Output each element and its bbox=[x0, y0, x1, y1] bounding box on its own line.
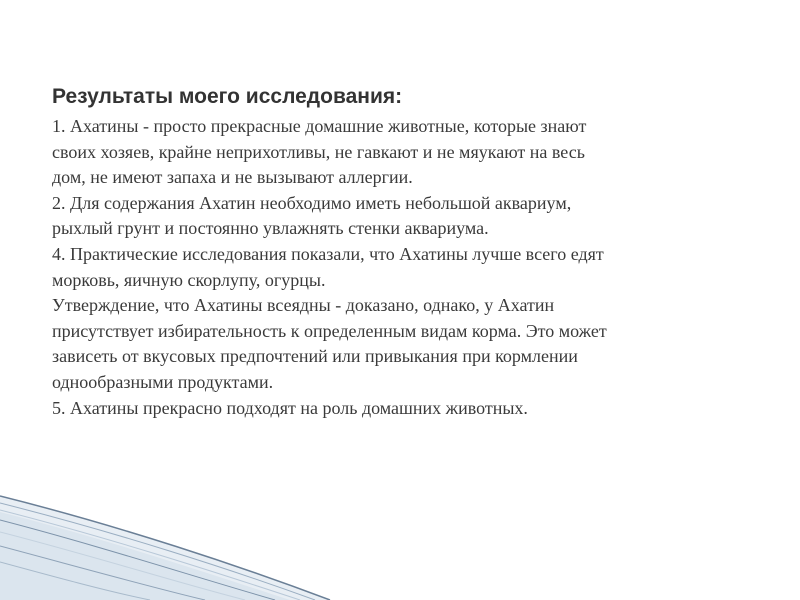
wave-stripe-1 bbox=[0, 496, 330, 600]
slide-body bbox=[52, 114, 752, 421]
slide-title: Результаты моего исследования: bbox=[52, 85, 403, 108]
wave-stripe-2 bbox=[0, 503, 315, 600]
body-line: дом, не имеют запаха и не вызывают аллергии. bbox=[52, 167, 413, 188]
wave-fill bbox=[0, 496, 330, 600]
wave-stripe-4 bbox=[0, 520, 275, 600]
body-line: зависеть от вкусовых предпочтений или привыкания при кормлении bbox=[52, 346, 578, 367]
wave-stripe-5 bbox=[0, 532, 245, 600]
wave-stripe-6 bbox=[0, 546, 205, 600]
body-line: 5. Ахатины прекрасно подходят на роль домашних животных. bbox=[52, 397, 528, 418]
wave-stripe-3 bbox=[0, 510, 300, 600]
body-line: морковь, яичную скорлупу, огурцы. bbox=[52, 269, 326, 290]
wave-fill-inner bbox=[0, 512, 290, 600]
body-line: 4. Практические исследования показали, что Ахатины лучше всего едят bbox=[52, 243, 604, 264]
slide-content bbox=[52, 82, 752, 421]
wave-stripe-7 bbox=[0, 562, 150, 600]
body-line: 1. Ахатины - просто прекрасные домашние животные, которые знают bbox=[52, 116, 587, 136]
body-line: Утверждение, что Ахатины всеядны - доказано, однако, у Ахатин bbox=[52, 295, 555, 316]
body-line: своих хозяев, крайне неприхотливы, не гавкают и не мяукают на весь bbox=[52, 141, 585, 162]
body-line: рыхлый грунт и постоянно увлажнять стенки аквариума. bbox=[52, 218, 489, 239]
body-line: однообразными продуктами. bbox=[52, 371, 274, 392]
body-line: 2. Для содержания Ахатин необходимо иметь небольшой аквариум, bbox=[52, 192, 572, 213]
body-line: присутствует избирательность к определенным видам корма. Это может bbox=[52, 320, 607, 341]
